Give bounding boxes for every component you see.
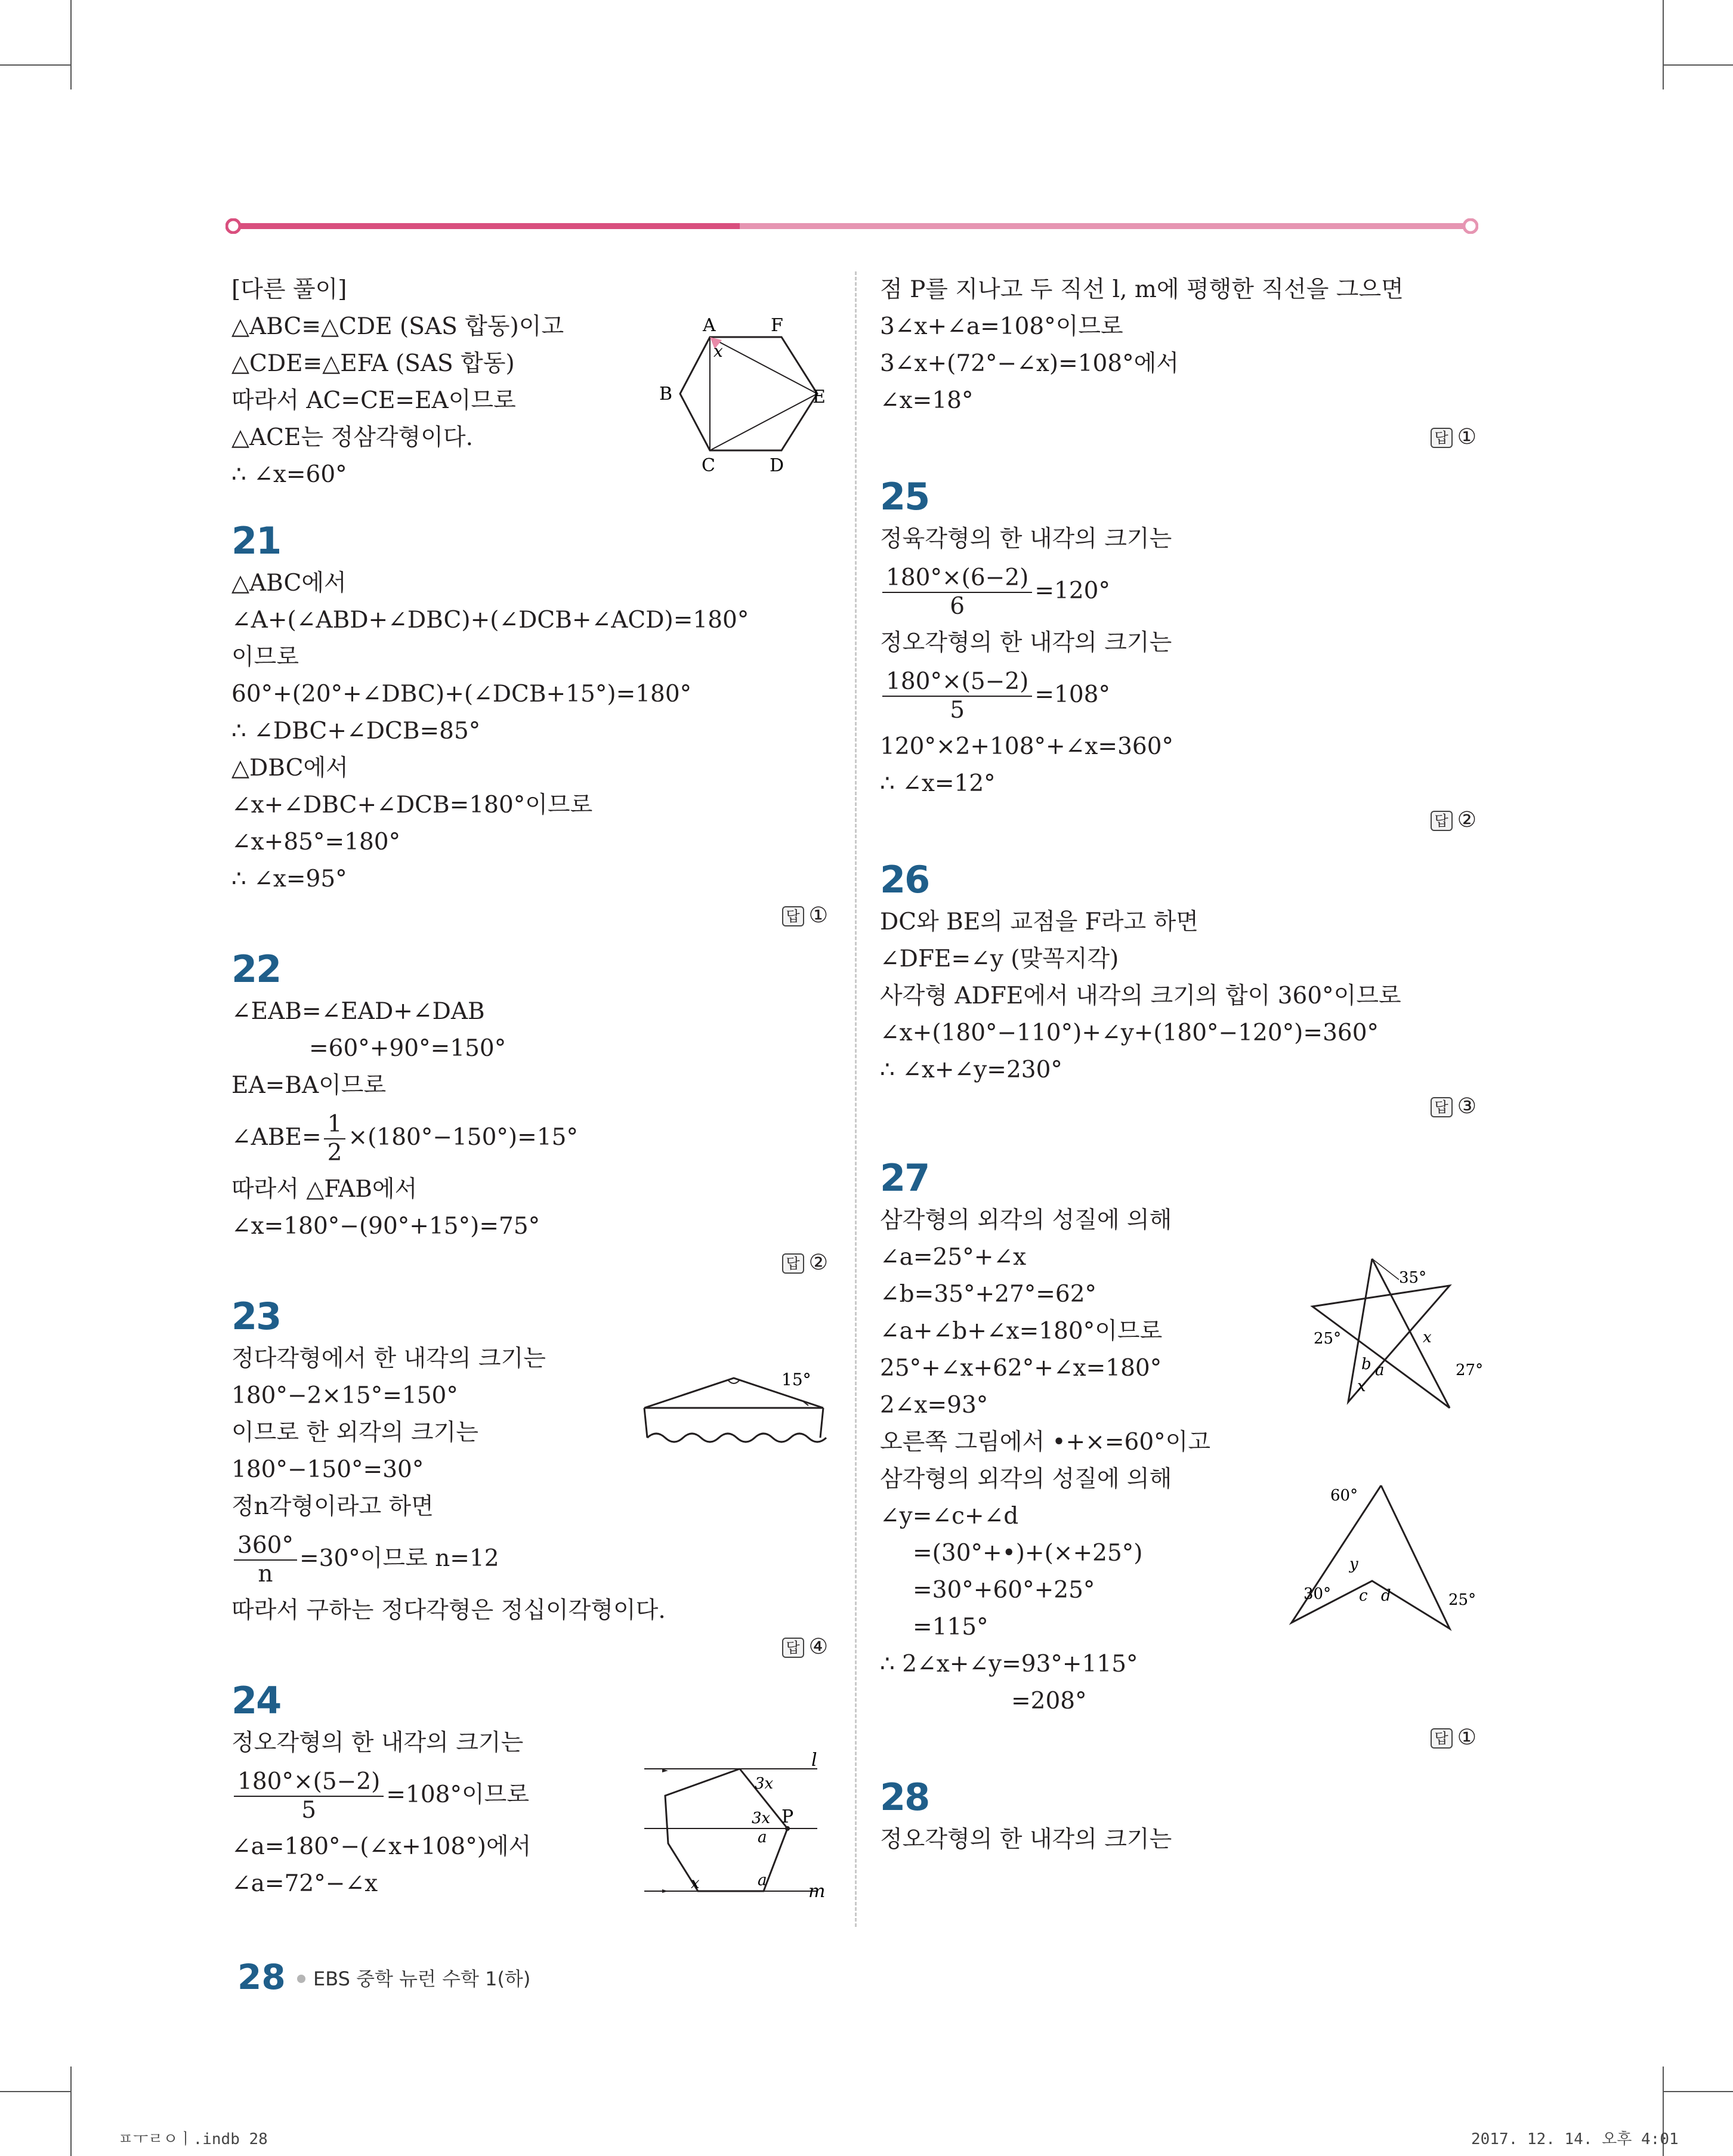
figure-label: b	[1361, 1355, 1371, 1373]
text-line: =115°	[913, 1614, 988, 1641]
problem-number: 24	[231, 1679, 281, 1722]
figure-label: A	[703, 316, 716, 336]
polygon-fragment-figure	[638, 1366, 841, 1462]
text-line: △DBC에서	[231, 755, 348, 782]
text-line: 3∠x+(72°−∠x)=108°에서	[880, 350, 1179, 377]
figure-label: B	[659, 384, 673, 404]
text-line: $\frac{180^\circ\times(5-2)}{5}$ =108°	[880, 662, 1488, 728]
figure-label: 60°	[1330, 1487, 1358, 1505]
text-line: 점 P를 지나고 두 직선 l, m에 평행한 직선을 그으면	[880, 276, 1404, 303]
text-line: $\frac{180^\circ\times(5-2)}{5}$ =108°이므로	[231, 1762, 840, 1828]
figure-label: E	[813, 387, 826, 407]
text-line: ∠x+∠DBC+∠DCB=180°이므로	[231, 792, 593, 818]
text-line: 정오각형의 한 내각의 크기는	[880, 1826, 1172, 1853]
text-line: ∠a=72°−∠x	[231, 1870, 378, 1897]
figure-label: x	[691, 1874, 700, 1892]
arrow-quadrilateral-figure	[1283, 1479, 1491, 1635]
text-line: $\frac{360^\circ}{n}$ =30°이므로 n=12	[231, 1525, 840, 1592]
problem-number: 21	[231, 519, 281, 563]
answer-label-icon: 답	[782, 1253, 804, 1274]
answer-mark: 답 ②	[231, 1245, 840, 1281]
bullet-icon	[297, 1975, 305, 1983]
figure-label: d	[1381, 1587, 1391, 1605]
header-decoration-bar	[225, 218, 1478, 234]
text-line: =208°	[1011, 1688, 1087, 1715]
text-line: 이므로 한 외각의 크기는	[231, 1419, 478, 1446]
text-line: ∠b=35°+27°=62°	[880, 1281, 1097, 1308]
text-line: 180°−150°=30°	[231, 1456, 424, 1483]
column-divider	[855, 271, 857, 1927]
figure-label: a	[758, 1871, 767, 1889]
figure-label: F	[771, 316, 783, 336]
text-line: =(30°+•)+(×+25°)	[913, 1540, 1143, 1567]
figure-label: x	[713, 341, 723, 361]
text-line: △ABC에서	[231, 570, 347, 597]
figure-label: C	[702, 455, 715, 476]
figure-label: 25°	[1314, 1330, 1342, 1348]
alt-solution-header: [다른 풀이]	[231, 276, 347, 303]
answer-label-icon: 답	[782, 906, 804, 926]
text-line: 3∠x+∠a=108°이므로	[880, 313, 1123, 340]
text-line: 정오각형의 한 내각의 크기는	[231, 1729, 524, 1756]
figure-label: 35°	[1399, 1269, 1427, 1287]
answer-label-icon: 답	[1431, 1097, 1453, 1117]
text-line: ∠a+∠b+∠x=180°이므로	[880, 1318, 1163, 1345]
text-line: =30°+60°+25°	[913, 1577, 1095, 1604]
figure-label: 25°	[1448, 1591, 1476, 1609]
figure-label: c	[1359, 1587, 1368, 1605]
answer-label-icon: 답	[1431, 1728, 1453, 1749]
answer-mark: 답 ④	[231, 1629, 840, 1665]
text-line: 오른쪽 그림에서 •+×=60°이고	[880, 1429, 1211, 1456]
figure-label: 3x	[755, 1775, 774, 1793]
figure-label: a	[1375, 1361, 1385, 1379]
answer-label-icon: 답	[1431, 811, 1453, 831]
problem-number: 22	[231, 947, 281, 991]
text-line: 정다각형에서 한 내각의 크기는	[231, 1345, 546, 1372]
figure-label: 30°	[1303, 1585, 1332, 1603]
text-line: 삼각형의 외각의 성질에 의해	[880, 1207, 1172, 1234]
answer-mark: 답 ①	[231, 898, 840, 934]
text-line: 120°×2+108°+∠x=360°	[880, 733, 1174, 760]
text-line: 정n각형이라고 하면	[231, 1493, 434, 1520]
problem-number: 23	[231, 1295, 281, 1338]
text-line: ∴ ∠x=12°	[880, 770, 996, 797]
text-line: 정오각형의 한 내각의 크기는	[880, 629, 1172, 656]
text-line: 삼각형의 외각의 성질에 의해	[880, 1466, 1172, 1493]
figure-label: x	[1357, 1377, 1366, 1395]
text-line: △ABC≡△CDE (SAS 합동)이고	[231, 313, 564, 340]
answer-label-icon: 답	[1431, 428, 1453, 448]
crop-mark	[70, 0, 72, 89]
text-line: 이므로	[231, 644, 299, 671]
answer-mark: 답 ①	[880, 1720, 1488, 1756]
text-line: ∠x=180°−(90°+15°)=75°	[231, 1213, 540, 1240]
figure-label: 27°	[1456, 1361, 1484, 1379]
star-figure	[1306, 1253, 1497, 1420]
text-line: DC와 BE의 교점을 F라고 하면	[880, 909, 1198, 935]
crop-mark	[0, 2091, 72, 2092]
text-line: 25°+∠x+62°+∠x=180°	[880, 1355, 1162, 1382]
problem-number: 27	[880, 1156, 929, 1200]
text-line: ∴ ∠DBC+∠DCB=85°	[231, 718, 481, 745]
answer-mark: 답 ②	[880, 802, 1488, 838]
text-line: △ACE는 정삼각형이다.	[231, 424, 473, 451]
problem-number: 26	[880, 858, 929, 901]
text-line: ∠x+85°=180°	[231, 829, 401, 855]
text-line: ∠y=∠c+∠d	[880, 1503, 1019, 1530]
hexagon-figure	[656, 316, 835, 477]
crop-mark	[1663, 0, 1664, 89]
answer-mark: 답 ③	[880, 1089, 1488, 1125]
text-line: 따라서 구하는 정다각형은 정십이각형이다.	[231, 1597, 666, 1624]
page-number: 28	[237, 1957, 286, 1997]
figure-label: P	[781, 1806, 794, 1827]
answer-label-icon: 답	[782, 1638, 804, 1658]
text-line: 180°−2×15°=150°	[231, 1382, 458, 1409]
text-line: ∠x=18°	[880, 387, 974, 414]
text-line: 60°+(20°+∠DBC)+(∠DCB+15°)=180°	[231, 681, 692, 708]
text-line: ∠DFE=∠y (맞꼭지각)	[880, 946, 1119, 972]
text-line: 정육각형의 한 내각의 크기는	[880, 526, 1172, 552]
print-slug-left: ㅍㅜㄹㅇㅣ.indb 28	[118, 2130, 268, 2148]
left-column	[231, 271, 840, 1902]
text-line: ∠EAB=∠EAD+∠DAB	[231, 998, 485, 1025]
text-line: ∠ABE= $\frac{1}{2}$ ×(180°−150°)=15°	[231, 1111, 578, 1166]
figure-label: 15°	[781, 1370, 811, 1389]
text-line: ∠A+(∠ABD+∠DBC)+(∠DCB+∠ACD)=180°	[231, 607, 749, 634]
text-line: EA=BA이므로	[231, 1072, 387, 1099]
text-line: ∠a=25°+∠x	[880, 1244, 1027, 1271]
figure-label: x	[1423, 1329, 1432, 1346]
text-line: 사각형 ADFE에서 내각의 크기의 합이 360°이므로	[880, 983, 1401, 1009]
print-slug-right: 2017. 12. 14. 오후 4:01	[1471, 2130, 1679, 2148]
text-line: =60°+90°=150°	[309, 1035, 506, 1062]
figure-label: m	[808, 1881, 826, 1902]
text-line: ∴ ∠x+∠y=230°	[880, 1057, 1062, 1083]
text-line: ∴ ∠x=60°	[231, 461, 347, 488]
problem-number: 28	[880, 1775, 929, 1819]
crop-mark	[1663, 64, 1733, 66]
text-line: 따라서 △FAB에서	[231, 1176, 418, 1203]
text-line: ∴ ∠x=95°	[231, 866, 347, 892]
figure-label: a	[758, 1828, 767, 1846]
text-line: $\frac{180^\circ\times(6-2)}{6}$ =120°	[880, 558, 1488, 625]
figure-label: y	[1349, 1555, 1358, 1573]
crop-mark	[0, 64, 72, 66]
crop-mark	[70, 2067, 72, 2156]
text-line: ∴ 2∠x+∠y=93°+115°	[880, 1651, 1138, 1678]
text-line: △CDE≡△EFA (SAS 합동)	[231, 350, 515, 377]
text-line: ∠a=180°−(∠x+108°)에서	[231, 1833, 532, 1860]
answer-mark: 답 ①	[880, 419, 1488, 455]
parallel-lines-figure	[638, 1748, 841, 1909]
book-title: EBS 중학 뉴런 수학 1(하)	[313, 1967, 531, 1990]
problem-number: 25	[880, 475, 929, 518]
figure-label: D	[770, 455, 784, 476]
text-line: ∠x+(180°−110°)+∠y+(180°−120°)=360°	[880, 1020, 1379, 1046]
crop-mark	[1663, 2091, 1733, 2092]
figure-label: l	[811, 1750, 817, 1771]
text-line: 2∠x=93°	[880, 1392, 988, 1419]
text-line: 따라서 AC=CE=EA이므로	[231, 387, 516, 414]
figure-label: 3x	[752, 1809, 771, 1827]
